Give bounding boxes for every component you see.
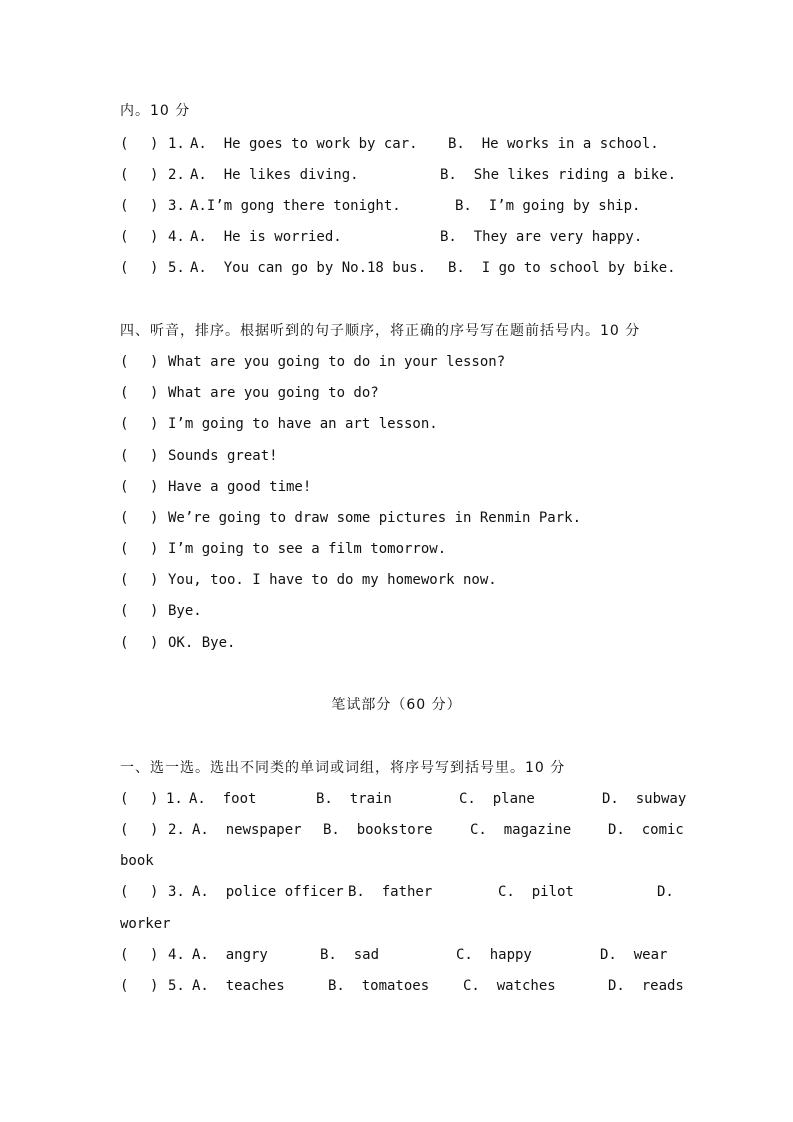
answer-paren-open[interactable]: ( bbox=[120, 822, 129, 838]
answer-paren-open[interactable]: ( bbox=[120, 635, 129, 651]
answer-paren-close: ) bbox=[150, 385, 159, 401]
option-d: D. bbox=[657, 884, 674, 900]
option-d: D. subway bbox=[602, 791, 687, 807]
answer-paren-close: ) bbox=[150, 416, 159, 432]
answer-paren-close: ) bbox=[150, 510, 159, 526]
option-c: C. magazine bbox=[470, 822, 572, 838]
option-d: D. reads bbox=[608, 978, 684, 994]
item-number: 4. bbox=[168, 947, 185, 963]
item-number: 1. bbox=[168, 136, 185, 152]
answer-paren-open[interactable]: ( bbox=[120, 572, 129, 588]
part1-heading: 一、选一选。选出不同类的单词或词组，将序号写到括号里。10 分 bbox=[120, 760, 566, 776]
sentence-text: Sounds great! bbox=[168, 448, 278, 464]
answer-paren-close: ) bbox=[150, 947, 159, 963]
answer-paren-open[interactable]: ( bbox=[120, 416, 129, 432]
option-c: C. happy bbox=[456, 947, 532, 963]
sentence-text: You, too. I have to do my homework now. bbox=[168, 572, 497, 588]
option-c: C. watches bbox=[463, 978, 556, 994]
answer-paren-close: ) bbox=[150, 635, 159, 651]
option-a: A. newspaper bbox=[192, 822, 302, 838]
option-b: B. They are very happy. bbox=[440, 229, 643, 245]
answer-paren-close: ) bbox=[150, 448, 159, 464]
answer-paren-open[interactable]: ( bbox=[120, 603, 129, 619]
option-a: A. police officer bbox=[192, 884, 344, 900]
item-number: 5. bbox=[168, 978, 185, 994]
answer-paren-open[interactable]: ( bbox=[120, 978, 129, 994]
answer-paren-close: ) bbox=[150, 479, 159, 495]
option-a: A. He likes diving. bbox=[190, 167, 359, 183]
answer-paren-close: ) bbox=[150, 354, 159, 370]
sentence-text: I’m going to see a film tomorrow. bbox=[168, 541, 447, 557]
option-d-wrap: book bbox=[120, 853, 154, 869]
option-d: D. comic bbox=[608, 822, 684, 838]
answer-paren-open[interactable]: ( bbox=[120, 510, 129, 526]
answer-paren-close: ) bbox=[150, 198, 159, 214]
section4-heading: 四、听音，排序。根据听到的句子顺序，将正确的序号写在题前括号内。10 分 bbox=[120, 323, 641, 339]
answer-paren-open[interactable]: ( bbox=[120, 136, 129, 152]
sentence-text: We’re going to draw some pictures in Renmin Park. bbox=[168, 510, 582, 526]
option-d-wrap: worker bbox=[120, 916, 171, 932]
answer-paren-open[interactable]: ( bbox=[120, 167, 129, 183]
sentence-text: OK. Bye. bbox=[168, 635, 236, 651]
option-b: B. I go to school by bike. bbox=[448, 260, 676, 276]
item-number: 5. bbox=[168, 260, 185, 276]
answer-paren-open[interactable]: ( bbox=[120, 260, 129, 276]
option-a: A. You can go by No.18 bus. bbox=[190, 260, 427, 276]
option-b: B. sad bbox=[320, 947, 380, 963]
answer-paren-close: ) bbox=[150, 541, 159, 557]
option-a: A. angry bbox=[192, 947, 268, 963]
section3-intro-tail: 内。10 分 bbox=[120, 103, 191, 119]
answer-paren-open[interactable]: ( bbox=[120, 354, 129, 370]
item-number: 3. bbox=[168, 198, 185, 214]
sentence-text: What are you going to do? bbox=[168, 385, 379, 401]
answer-paren-close: ) bbox=[150, 791, 159, 807]
item-number: 2. bbox=[168, 822, 185, 838]
answer-paren-open[interactable]: ( bbox=[120, 479, 129, 495]
sentence-text: I’m going to have an art lesson. bbox=[168, 416, 438, 432]
item-number: 3. bbox=[168, 884, 185, 900]
sentence-text: What are you going to do in your lesson? bbox=[168, 354, 506, 370]
answer-paren-close: ) bbox=[150, 603, 159, 619]
sentence-text: Have a good time! bbox=[168, 479, 312, 495]
item-number: 4. bbox=[168, 229, 185, 245]
answer-paren-close: ) bbox=[150, 229, 159, 245]
option-c: C. pilot bbox=[498, 884, 574, 900]
answer-paren-close: ) bbox=[150, 167, 159, 183]
option-a: A. teaches bbox=[192, 978, 285, 994]
item-number: 1. bbox=[166, 791, 183, 807]
option-a: A.I’m gong there tonight. bbox=[190, 198, 401, 214]
answer-paren-open[interactable]: ( bbox=[120, 229, 129, 245]
answer-paren-open[interactable]: ( bbox=[120, 198, 129, 214]
option-d: D. wear bbox=[600, 947, 668, 963]
option-b: B. I’m going by ship. bbox=[455, 198, 641, 214]
answer-paren-open[interactable]: ( bbox=[120, 541, 129, 557]
option-b: B. bookstore bbox=[323, 822, 433, 838]
answer-paren-open[interactable]: ( bbox=[120, 947, 129, 963]
option-b: B. tomatoes bbox=[328, 978, 430, 994]
answer-paren-open[interactable]: ( bbox=[120, 791, 129, 807]
option-a: A. He goes to work by car. bbox=[190, 136, 418, 152]
option-a: A. He is worried. bbox=[190, 229, 342, 245]
option-b: B. She likes riding a bike. bbox=[440, 167, 677, 183]
item-number: 2. bbox=[168, 167, 185, 183]
answer-paren-open[interactable]: ( bbox=[120, 884, 129, 900]
option-a: A. foot bbox=[189, 791, 257, 807]
answer-paren-open[interactable]: ( bbox=[120, 385, 129, 401]
answer-paren-close: ) bbox=[150, 136, 159, 152]
option-c: C. plane bbox=[459, 791, 535, 807]
option-b: B. father bbox=[348, 884, 433, 900]
answer-paren-close: ) bbox=[150, 572, 159, 588]
answer-paren-close: ) bbox=[150, 884, 159, 900]
sentence-text: Bye. bbox=[168, 603, 202, 619]
answer-paren-close: ) bbox=[150, 822, 159, 838]
answer-paren-close: ) bbox=[150, 978, 159, 994]
option-b: B. train bbox=[316, 791, 392, 807]
answer-paren-open[interactable]: ( bbox=[120, 448, 129, 464]
answer-paren-close: ) bbox=[150, 260, 159, 276]
written-part-title: 笔试部分（60 分） bbox=[331, 697, 462, 713]
option-b: B. He works in a school. bbox=[448, 136, 659, 152]
